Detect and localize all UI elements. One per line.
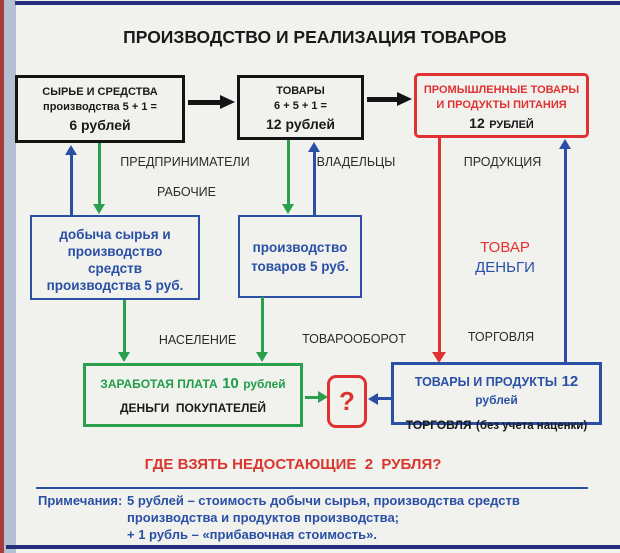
arrow-raw-to-goods-line bbox=[188, 100, 221, 105]
raw-materials-line3: 6 рублей bbox=[69, 117, 131, 133]
extraction-line2: производство bbox=[67, 244, 163, 259]
label-population: НАСЕЛЕНИЕ bbox=[158, 333, 237, 347]
page-title: ПРОИЗВОДСТВО И РЕАЛИЗАЦИЯ ТОВАРОВ bbox=[123, 27, 507, 47]
bottom-border-line bbox=[6, 545, 620, 549]
industrial-line1: ПРОМЫШЛЕННЫЕ ТОВАРЫ bbox=[423, 84, 580, 96]
arrow-industrial-to-trade-line bbox=[438, 138, 441, 354]
notes-line3: + 1 рубль – «прибавочная стоимость». bbox=[127, 527, 377, 542]
label-owners: ВЛАДЕЛЬЦЫ bbox=[316, 155, 396, 169]
salary-value: 10 bbox=[222, 375, 239, 392]
arrow-goods-to-production-head bbox=[282, 204, 294, 214]
box-industrial-goods bbox=[414, 73, 589, 138]
word-goods: ТОВАР bbox=[480, 239, 530, 256]
arrow-raw-to-goods-head bbox=[220, 95, 235, 109]
trade-value: 12 bbox=[561, 373, 579, 390]
word-money: ДЕНЬГИ bbox=[475, 259, 535, 276]
industrial-line2: И ПРОДУКТЫ ПИТАНИЯ bbox=[436, 99, 567, 111]
arrow-raw-to-extraction-head bbox=[93, 204, 105, 214]
trade-unit: рублей bbox=[475, 393, 518, 407]
arrow-goods-to-industrial-line bbox=[367, 97, 398, 102]
box-salary bbox=[83, 363, 303, 427]
box-production bbox=[238, 215, 362, 298]
arrow-goods-to-industrial-head bbox=[397, 92, 412, 106]
goods-line1: ТОВАРЫ bbox=[276, 85, 325, 97]
arrow-goods-to-production-line bbox=[287, 140, 290, 206]
box-trade bbox=[391, 362, 602, 432]
label-workers: РАБОЧИЕ bbox=[156, 185, 216, 199]
top-border-line bbox=[15, 1, 620, 5]
box-extraction bbox=[30, 215, 200, 300]
arrow-extraction-to-salary-line bbox=[123, 300, 126, 354]
industrial-unit: РУБЛЕЙ bbox=[489, 119, 534, 131]
trade-line2-label: ТОРГОВЛЯ bbox=[405, 418, 472, 432]
production-line1: производство bbox=[252, 240, 348, 255]
question-line: ГДЕ ВЗЯТЬ НЕДОСТАЮЩИЕ 2 РУБЛЯ? bbox=[144, 456, 442, 473]
salary-unit: рублей bbox=[243, 377, 286, 391]
goods-line3: 12 рублей bbox=[265, 116, 335, 132]
arrow-trade-to-industrial-line bbox=[564, 147, 567, 362]
arrow-production-to-salary-head bbox=[256, 352, 268, 362]
trade-label: ТОВАРЫ И ПРОДУКТЫ bbox=[414, 375, 558, 389]
box-raw-materials bbox=[15, 75, 185, 143]
salary-line2: ДЕНЬГИ ПОКУПАТЕЛЕЙ bbox=[119, 401, 267, 415]
arrow-raw-to-extraction-line bbox=[98, 143, 101, 206]
raw-materials-line2: производства 5 + 1 = bbox=[43, 101, 157, 113]
industrial-value: 12 bbox=[469, 115, 485, 131]
notes-line2: производства и продуктов производства; bbox=[127, 510, 400, 525]
salary-label: ЗАРАБОТАЯ ПЛАТА bbox=[100, 377, 218, 391]
box-goods bbox=[237, 75, 364, 140]
extraction-line4: производства 5 руб. bbox=[46, 278, 184, 293]
arrow-extraction-to-salary-head bbox=[118, 352, 130, 362]
arrow-production-to-salary-line bbox=[261, 297, 264, 354]
extraction-line1: добыча сырья и bbox=[59, 227, 171, 242]
notes-line1: 5 рублей – стоимость добычи сырья, производства средств bbox=[127, 493, 520, 508]
arrow-trade-to-question-line bbox=[377, 397, 391, 400]
notes-label: Примечания: bbox=[38, 493, 123, 508]
box-question: ? bbox=[327, 375, 367, 428]
raw-materials-line1: СЫРЬЕ И СРЕДСТВА bbox=[42, 86, 158, 98]
label-products: ПРОДУКЦИЯ bbox=[463, 155, 542, 169]
label-trade: ТОРГОВЛЯ bbox=[467, 330, 535, 344]
arrow-extraction-to-raw-line bbox=[70, 153, 73, 215]
goods-line2: 6 + 5 + 1 = bbox=[274, 100, 327, 112]
notes-separator-line bbox=[36, 487, 588, 489]
trade-line2-note: (без учета наценки) bbox=[476, 420, 588, 432]
extraction-line3: средств bbox=[87, 261, 143, 276]
label-entrepreneurs: ПРЕДПРИНИМАТЕЛИ bbox=[120, 155, 250, 169]
production-line2: товаров 5 руб. bbox=[251, 259, 349, 274]
label-turnover: ТОВАРООБОРОТ bbox=[302, 332, 406, 346]
